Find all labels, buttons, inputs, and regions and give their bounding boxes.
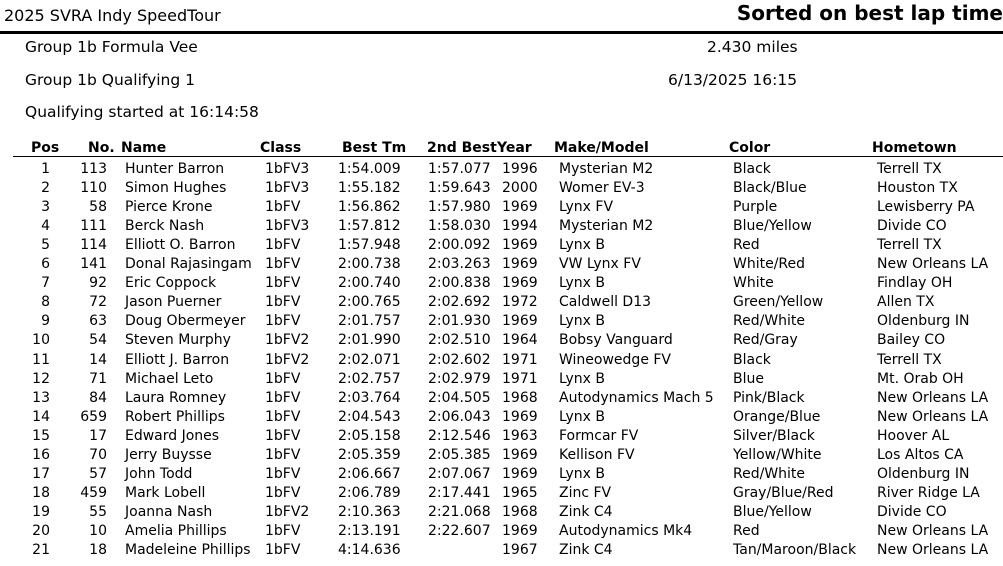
second-cell: 2:12.546 <box>428 427 491 444</box>
color-cell: Gray/Blue/Red <box>733 484 834 501</box>
class-cell: 1bFV <box>265 199 301 216</box>
best-cell: 2:00.738 <box>338 256 401 273</box>
pos-cell: 11 <box>32 351 50 368</box>
table-row <box>0 293 1003 312</box>
best-cell: 2:01.757 <box>338 313 401 330</box>
best-cell: 2:00.740 <box>338 275 401 292</box>
make-cell: Zink C4 <box>559 503 613 520</box>
class-cell: 1bFV3 <box>265 161 310 177</box>
no-cell: 55 <box>89 503 107 520</box>
year-cell: 1968 <box>502 503 538 520</box>
table-row <box>0 255 1003 274</box>
pos-cell: 19 <box>32 503 50 520</box>
year-cell: 1963 <box>502 427 538 444</box>
year-cell: 1969 <box>502 408 538 425</box>
no-cell: 54 <box>89 332 107 349</box>
color-cell: White/Red <box>733 256 806 273</box>
table-row <box>0 351 1003 370</box>
table-row <box>0 465 1003 484</box>
class-cell: 1bFV <box>265 294 301 311</box>
class-cell: 1bFV <box>265 408 301 425</box>
year-cell: 1996 <box>502 161 538 177</box>
color-cell: Yellow/White <box>733 446 822 463</box>
no-cell: 659 <box>80 408 107 425</box>
hometown-cell: Mt. Orab OH <box>877 370 964 387</box>
best-cell: 2:02.071 <box>338 351 401 368</box>
name-cell: Mark Lobell <box>125 484 206 501</box>
no-cell: 70 <box>89 446 107 463</box>
header-underline <box>13 156 1003 157</box>
col-header-color: Color <box>729 140 771 156</box>
second-cell: 2:03.263 <box>428 256 491 273</box>
second-cell: 2:05.385 <box>428 446 491 463</box>
year-cell: 1964 <box>502 332 538 349</box>
name-cell: Elliott O. Barron <box>125 237 236 254</box>
table-row <box>0 446 1003 465</box>
color-cell: Purple <box>733 199 778 216</box>
col-header-year: Year <box>497 140 532 156</box>
color-cell: Black/Blue <box>733 180 807 197</box>
pos-cell: 17 <box>32 465 50 482</box>
pos-cell: 10 <box>32 332 50 349</box>
hometown-cell: Hoover AL <box>877 427 950 444</box>
class-cell: 1bFV3 <box>265 180 310 197</box>
hometown-cell: Oldenburg IN <box>877 465 970 482</box>
no-cell: 459 <box>80 484 107 501</box>
pos-cell: 5 <box>41 237 50 254</box>
year-cell: 1969 <box>502 313 538 330</box>
name-cell: Robert Phillips <box>125 408 225 425</box>
no-cell: 113 <box>80 161 107 177</box>
name-cell: Doug Obermeyer <box>125 313 246 330</box>
year-cell: 1967 <box>502 542 538 558</box>
pos-cell: 15 <box>32 427 50 444</box>
hometown-cell: Bailey CO <box>877 332 946 349</box>
table-row <box>0 312 1003 331</box>
pos-cell: 6 <box>41 256 50 273</box>
make-cell: Lynx FV <box>559 199 614 216</box>
hometown-cell: Houston TX <box>877 180 958 197</box>
best-cell: 1:56.862 <box>338 199 401 216</box>
make-cell: Mysterian M2 <box>559 218 654 235</box>
name-cell: Steven Murphy <box>125 332 231 349</box>
table-row <box>0 503 1003 522</box>
make-cell: Lynx B <box>559 370 606 387</box>
second-cell: 2:02.979 <box>428 370 491 387</box>
name-cell: Simon Hughes <box>125 180 227 197</box>
name-cell: Edward Jones <box>125 427 220 444</box>
table-row <box>0 217 1003 236</box>
hometown-cell: River Ridge LA <box>877 484 980 501</box>
color-cell: Blue <box>733 370 764 387</box>
year-cell: 1969 <box>502 275 538 292</box>
second-cell: 2:02.510 <box>428 332 491 349</box>
col-header-name: Name <box>121 140 167 156</box>
color-cell: White <box>733 275 774 292</box>
class-cell: 1bFV <box>265 275 301 292</box>
no-cell: 63 <box>89 313 107 330</box>
color-cell: Orange/Blue <box>733 408 821 425</box>
color-cell: Green/Yellow <box>733 294 824 311</box>
no-cell: 57 <box>89 465 107 482</box>
second-cell: 1:59.643 <box>428 180 491 197</box>
class-cell: 1bFV <box>265 465 301 482</box>
make-cell: Autodynamics Mach 5 <box>559 389 714 406</box>
make-cell: Lynx B <box>559 237 606 254</box>
table-row <box>0 484 1003 503</box>
best-cell: 2:03.764 <box>338 389 401 406</box>
make-cell: Zink C4 <box>559 542 613 558</box>
second-cell: 2:02.692 <box>428 294 491 311</box>
pos-cell: 1 <box>41 161 50 177</box>
table-row <box>0 179 1003 198</box>
event-title: 2025 SVRA Indy SpeedTour <box>4 6 221 25</box>
class-cell: 1bFV <box>265 542 301 558</box>
hometown-cell: Divide CO <box>877 218 947 235</box>
track-distance: 2.430 miles <box>707 38 798 56</box>
no-cell: 58 <box>89 199 107 216</box>
second-cell: 2:04.505 <box>428 389 491 406</box>
year-cell: 1972 <box>502 294 538 311</box>
pos-cell: 18 <box>32 484 50 501</box>
table-row <box>0 160 1003 179</box>
no-cell: 114 <box>80 237 107 254</box>
second-cell: 2:17.441 <box>428 484 491 501</box>
name-cell: Elliott J. Barron <box>125 351 230 368</box>
hometown-cell: New Orleans LA <box>877 408 989 425</box>
second-cell: 2:21.068 <box>428 503 491 520</box>
year-cell: 1994 <box>502 218 538 235</box>
second-cell: 1:57.077 <box>428 161 491 177</box>
table-row <box>0 389 1003 408</box>
color-cell: Tan/Maroon/Black <box>733 542 857 558</box>
hometown-cell: New Orleans LA <box>877 522 989 539</box>
color-cell: Black <box>733 351 771 368</box>
second-cell: 2:22.607 <box>428 522 491 539</box>
name-cell: Berck Nash <box>125 218 205 235</box>
session-datetime: 6/13/2025 16:15 <box>668 71 798 89</box>
second-cell: 2:02.602 <box>428 351 491 368</box>
pos-cell: 16 <box>32 446 50 463</box>
pos-cell: 3 <box>41 199 50 216</box>
no-cell: 18 <box>89 542 107 558</box>
color-cell: Red/White <box>733 313 806 330</box>
class-cell: 1bFV2 <box>265 351 310 368</box>
no-cell: 10 <box>89 522 107 539</box>
no-cell: 14 <box>89 351 107 368</box>
no-cell: 110 <box>80 180 107 197</box>
pos-cell: 13 <box>32 389 50 406</box>
table-row <box>0 370 1003 389</box>
name-cell: Amelia Phillips <box>125 522 227 539</box>
best-cell: 2:00.765 <box>338 294 401 311</box>
class-cell: 1bFV <box>265 446 301 463</box>
best-cell: 2:01.990 <box>338 332 401 349</box>
name-cell: Joanna Nash <box>125 503 213 520</box>
year-cell: 1968 <box>502 389 538 406</box>
best-cell: 4:14.636 <box>338 542 401 558</box>
best-cell: 2:13.191 <box>338 522 401 539</box>
no-cell: 71 <box>89 370 107 387</box>
no-cell: 92 <box>89 275 107 292</box>
table-row <box>0 541 1003 560</box>
session-label: Group 1b Qualifying 1 <box>25 71 195 89</box>
group-label: Group 1b Formula Vee <box>25 38 198 56</box>
class-cell: 1bFV <box>265 427 301 444</box>
class-cell: 1bFV <box>265 256 301 273</box>
pos-cell: 4 <box>41 218 50 235</box>
year-cell: 1965 <box>502 484 538 501</box>
pos-cell: 14 <box>32 408 50 425</box>
make-cell: Lynx B <box>559 408 606 425</box>
class-cell: 1bFV <box>265 389 301 406</box>
class-cell: 1bFV <box>265 370 301 387</box>
best-cell: 2:05.158 <box>338 427 401 444</box>
col-header-hometown: Hometown <box>872 140 957 156</box>
make-cell: Bobsy Vanguard <box>559 332 673 349</box>
col-header-class: Class <box>260 140 302 156</box>
name-cell: John Todd <box>125 465 193 482</box>
second-cell: 2:07.067 <box>428 465 491 482</box>
second-cell: 2:00.838 <box>428 275 491 292</box>
make-cell: Mysterian M2 <box>559 161 654 177</box>
hometown-cell: Terrell TX <box>877 237 942 254</box>
hometown-cell: Los Altos CA <box>877 446 964 463</box>
best-cell: 2:06.789 <box>338 484 401 501</box>
make-cell: Autodynamics Mk4 <box>559 522 693 539</box>
hometown-cell: Allen TX <box>877 294 935 311</box>
color-cell: Red/White <box>733 465 806 482</box>
pos-cell: 7 <box>41 275 50 292</box>
hometown-cell: Oldenburg IN <box>877 313 970 330</box>
class-cell: 1bFV <box>265 522 301 539</box>
year-cell: 1969 <box>502 237 538 254</box>
name-cell: Madeleine Phillips <box>125 542 251 558</box>
class-cell: 1bFV <box>265 484 301 501</box>
hometown-cell: Findlay OH <box>877 275 953 292</box>
make-cell: Lynx B <box>559 465 606 482</box>
pos-cell: 12 <box>32 370 50 387</box>
table-row <box>0 331 1003 350</box>
class-cell: 1bFV3 <box>265 218 310 235</box>
make-cell: Wineowedge FV <box>559 351 672 368</box>
col-header-pos: Pos <box>31 140 60 156</box>
col-header-no: No. <box>88 140 115 156</box>
no-cell: 17 <box>89 427 107 444</box>
color-cell: Pink/Black <box>733 389 805 406</box>
second-cell: 2:06.043 <box>428 408 491 425</box>
pos-cell: 2 <box>41 180 50 197</box>
no-cell: 111 <box>80 218 107 235</box>
year-cell: 1969 <box>502 465 538 482</box>
hometown-cell: Lewisberry PA <box>877 199 975 216</box>
year-cell: 1971 <box>502 370 538 387</box>
pos-cell: 20 <box>32 522 50 539</box>
year-cell: 1969 <box>502 446 538 463</box>
name-cell: Michael Leto <box>125 370 214 387</box>
best-cell: 2:04.543 <box>338 408 401 425</box>
hometown-cell: Terrell TX <box>877 351 942 368</box>
color-cell: Red <box>733 522 760 539</box>
year-cell: 1969 <box>502 256 538 273</box>
make-cell: Formcar FV <box>559 427 639 444</box>
year-cell: 1969 <box>502 199 538 216</box>
pos-cell: 21 <box>32 542 50 558</box>
best-cell: 1:54.009 <box>338 161 401 177</box>
hometown-cell: Terrell TX <box>877 161 942 177</box>
pos-cell: 8 <box>41 294 50 311</box>
year-cell: 1971 <box>502 351 538 368</box>
year-cell: 2000 <box>502 180 538 197</box>
hometown-cell: Divide CO <box>877 503 947 520</box>
table-row <box>0 236 1003 255</box>
make-cell: Lynx B <box>559 313 606 330</box>
table-row <box>0 522 1003 541</box>
class-cell: 1bFV <box>265 313 301 330</box>
best-cell: 1:57.948 <box>338 237 401 254</box>
header-rule <box>0 31 1003 34</box>
color-cell: Black <box>733 161 771 177</box>
make-cell: Lynx B <box>559 275 606 292</box>
col-header-make: Make/Model <box>554 140 649 156</box>
hometown-cell: New Orleans LA <box>877 256 989 273</box>
no-cell: 84 <box>89 389 107 406</box>
table-row <box>0 198 1003 217</box>
class-cell: 1bFV <box>265 237 301 254</box>
name-cell: Jerry Buysse <box>125 446 212 463</box>
color-cell: Red/Gray <box>733 332 798 349</box>
no-cell: 141 <box>80 256 107 273</box>
table-row <box>0 427 1003 446</box>
color-cell: Red <box>733 237 760 254</box>
best-cell: 2:02.757 <box>338 370 401 387</box>
second-cell: 2:01.930 <box>428 313 491 330</box>
best-cell: 2:06.667 <box>338 465 401 482</box>
color-cell: Blue/Yellow <box>733 218 812 235</box>
col-header-best: Best Tm <box>342 140 407 156</box>
make-cell: Kellison FV <box>559 446 635 463</box>
second-cell: 2:00.092 <box>428 237 491 254</box>
best-cell: 2:10.363 <box>338 503 401 520</box>
second-cell: 1:58.030 <box>428 218 491 235</box>
make-cell: Zinc FV <box>559 484 612 501</box>
best-cell: 1:55.182 <box>338 180 401 197</box>
class-cell: 1bFV2 <box>265 503 310 520</box>
best-cell: 1:57.812 <box>338 218 401 235</box>
year-cell: 1969 <box>502 522 538 539</box>
col-header-second: 2nd Best <box>427 140 497 156</box>
no-cell: 72 <box>89 294 107 311</box>
color-cell: Blue/Yellow <box>733 503 812 520</box>
make-cell: Womer EV-3 <box>559 180 645 197</box>
hometown-cell: New Orleans LA <box>877 389 989 406</box>
name-cell: Donal Rajasingam <box>125 256 252 273</box>
hometown-cell: New Orleans LA <box>877 542 989 558</box>
name-cell: Pierce Krone <box>125 199 213 216</box>
class-cell: 1bFV2 <box>265 332 310 349</box>
table-row <box>0 274 1003 293</box>
name-cell: Eric Coppock <box>125 275 217 292</box>
table-row <box>0 408 1003 427</box>
session-start: Qualifying started at 16:14:58 <box>25 103 259 121</box>
make-cell: VW Lynx FV <box>559 256 641 273</box>
color-cell: Silver/Black <box>733 427 815 444</box>
second-cell: 1:57.980 <box>428 199 491 216</box>
name-cell: Laura Romney <box>125 389 227 406</box>
make-cell: Caldwell D13 <box>559 294 652 311</box>
name-cell: Jason Puerner <box>125 294 222 311</box>
best-cell: 2:05.359 <box>338 446 401 463</box>
name-cell: Hunter Barron <box>125 161 225 177</box>
pos-cell: 9 <box>41 313 50 330</box>
sort-label: Sorted on best lap time <box>736 1 1003 25</box>
